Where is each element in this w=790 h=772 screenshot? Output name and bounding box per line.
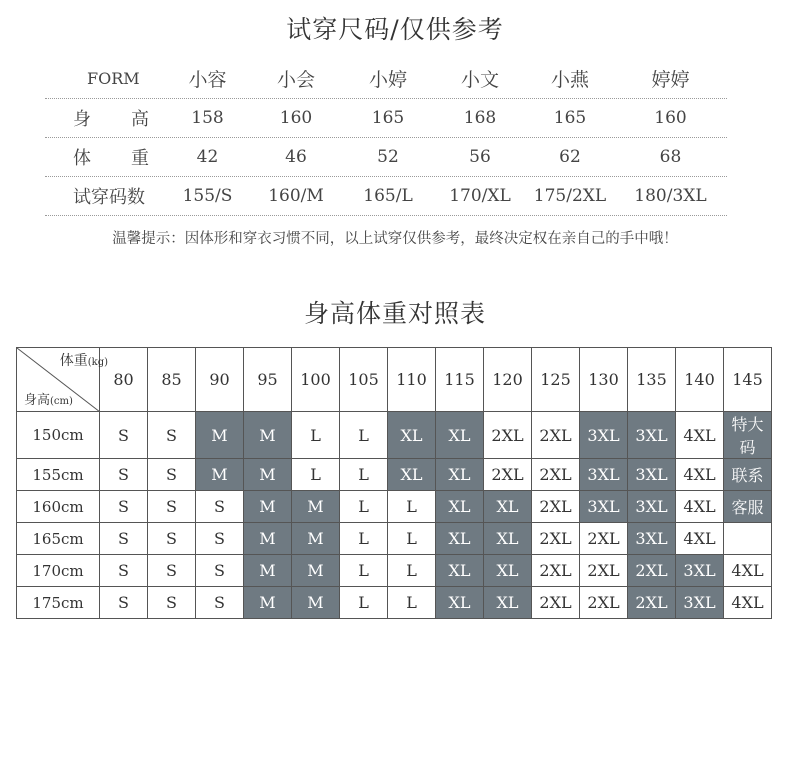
size-cell: 4XL (676, 459, 724, 491)
size-cell: M (292, 587, 340, 619)
size-cell: M (244, 412, 292, 459)
size-cell: 2XL (628, 555, 676, 587)
size-cell: M (196, 459, 244, 491)
weight-header: 105 (340, 348, 388, 412)
size-cell: M (244, 491, 292, 523)
tryon-value: 52 (377, 147, 399, 167)
tryon-value: 165 (553, 108, 587, 128)
corner-cell (17, 348, 108, 412)
size-cell: S (196, 523, 244, 555)
size-cell (724, 523, 772, 555)
size-cell: 4XL (676, 523, 724, 555)
tryon-value: 158 (191, 108, 224, 128)
size-cell: 2XL (532, 555, 580, 587)
row-label-char: 体 (73, 148, 91, 169)
size-cell: 客服 (724, 491, 772, 523)
size-cell: L (292, 412, 340, 459)
height-header: 170cm (17, 555, 100, 587)
size-cell: S (148, 587, 196, 619)
size-cell: 2XL (580, 587, 628, 619)
size-cell: 2XL (484, 459, 532, 491)
height-header: 160cm (17, 491, 100, 523)
tryon-value: 160 (279, 108, 313, 128)
size-cell: 3XL (628, 523, 676, 555)
size-cell: 3XL (628, 491, 676, 523)
size-cell: XL (436, 459, 484, 491)
size-cell: 3XL (628, 459, 676, 491)
size-cell: S (148, 555, 196, 587)
weight-header: 80 (100, 348, 148, 412)
size-cell: XL (484, 491, 532, 523)
size-cell: XL (436, 587, 484, 619)
weight-header: 120 (484, 348, 532, 412)
size-cell: XL (484, 523, 532, 555)
size-cell: S (100, 587, 148, 619)
size-chart-row (17, 587, 772, 619)
size-cell: L (340, 587, 388, 619)
weight-axis-label: 体重(kg) (59, 353, 108, 369)
size-cell: S (148, 491, 196, 523)
size-cell: M (244, 587, 292, 619)
size-cell: S (148, 412, 196, 459)
weight-header: 95 (244, 348, 292, 412)
size-cell: S (196, 587, 244, 619)
size-cell: S (196, 491, 244, 523)
size-cell: M (292, 523, 340, 555)
tryon-value: 170/XL (449, 186, 511, 206)
size-cell: 3XL (676, 555, 724, 587)
size-cell: S (148, 523, 196, 555)
weight-header: 90 (196, 348, 244, 412)
form-label: FORM (87, 68, 140, 88)
size-cell: S (100, 412, 148, 459)
size-cell: L (340, 555, 388, 587)
size-cell: S (100, 491, 148, 523)
size-cell: 4XL (676, 412, 724, 459)
size-cell: S (100, 555, 148, 587)
size-cell: 3XL (628, 412, 676, 459)
size-cell: XL (436, 523, 484, 555)
size-cell: S (196, 555, 244, 587)
size-cell: L (292, 459, 340, 491)
size-chart-row (17, 459, 772, 491)
size-cell: XL (484, 587, 532, 619)
size-cell: L (340, 523, 388, 555)
size-cell: L (388, 555, 436, 587)
model-name: 婷婷 (651, 68, 690, 91)
size-cell: 2XL (532, 523, 580, 555)
weight-header: 115 (436, 348, 484, 412)
tryon-value: 68 (659, 147, 682, 167)
height-header: 150cm (17, 412, 100, 459)
model-name: 小文 (460, 68, 499, 91)
tryon-value: 160 (654, 108, 687, 128)
size-cell: XL (436, 412, 484, 459)
tryon-value: 180/3XL (634, 186, 707, 206)
size-cell: L (388, 491, 436, 523)
tryon-value: 168 (463, 108, 497, 128)
size-cell: 2XL (532, 491, 580, 523)
size-cell: XL (388, 459, 436, 491)
height-axis-label: 身高(cm) (24, 393, 73, 408)
size-cell: M (292, 555, 340, 587)
size-cell: 2XL (628, 587, 676, 619)
height-header: 165cm (17, 523, 100, 555)
model-name: 小容 (188, 68, 227, 91)
size-cell: L (388, 523, 436, 555)
tryon-value: 175/2XL (533, 186, 607, 206)
size-cell: S (148, 459, 196, 491)
weight-header: 100 (292, 348, 340, 412)
size-cell: M (244, 555, 292, 587)
size-chart-header-row (17, 348, 772, 412)
size-cell: L (340, 459, 388, 491)
weight-header: 140 (676, 348, 724, 412)
size-cell: 2XL (532, 587, 580, 619)
size-cell: S (100, 523, 148, 555)
size-chart-title: 身高体重对照表 (303, 299, 486, 328)
tryon-value: 46 (285, 147, 307, 167)
size-cell: 2XL (580, 523, 628, 555)
tryon-value: 165/L (363, 186, 413, 206)
size-cell: 3XL (580, 491, 628, 523)
weight-header: 135 (628, 348, 676, 412)
weight-header: 145 (724, 348, 772, 412)
size-cell: XL (484, 555, 532, 587)
model-name: 小会 (276, 68, 315, 91)
size-cell: 4XL (676, 491, 724, 523)
weight-header: 85 (148, 348, 196, 412)
size-chart-row (17, 491, 772, 523)
size-cell: 2XL (532, 412, 580, 459)
tryon-value: 56 (469, 147, 491, 167)
size-cell: S (100, 459, 148, 491)
size-cell: M (292, 491, 340, 523)
size-cell: 2XL (532, 459, 580, 491)
size-cell: 2XL (580, 555, 628, 587)
size-cell: XL (436, 491, 484, 523)
size-cell: XL (388, 412, 436, 459)
weight-header: 125 (532, 348, 580, 412)
size-cell: 3XL (580, 459, 628, 491)
size-cell: 2XL (484, 412, 532, 459)
weight-header: 110 (388, 348, 436, 412)
size-chart-table (16, 347, 772, 619)
size-cell: M (244, 523, 292, 555)
tryon-row-size (45, 177, 727, 216)
tryon-title: 试穿尺码/仅供参考 (286, 15, 504, 44)
size-cell: XL (436, 555, 484, 587)
height-header: 155cm (17, 459, 100, 491)
weight-header: 130 (580, 348, 628, 412)
size-cell: M (244, 459, 292, 491)
model-name: 小婷 (368, 68, 407, 91)
row-label (45, 105, 165, 131)
row-label (45, 144, 165, 170)
tryon-row-height (45, 99, 727, 138)
row-label-char: 身 (73, 109, 91, 130)
size-cell: M (196, 412, 244, 459)
tryon-header-row (45, 58, 727, 99)
size-chart-row (17, 412, 772, 459)
size-cell: 3XL (580, 412, 628, 459)
size-cell: L (340, 491, 388, 523)
tryon-table (45, 58, 727, 216)
size-chart-row (17, 555, 772, 587)
size-cell: 4XL (724, 587, 772, 619)
tryon-value: 165 (371, 108, 405, 128)
size-cell: 4XL (724, 555, 772, 587)
size-cell: 特大码 (724, 412, 772, 459)
tryon-value: 62 (559, 147, 581, 167)
size-cell: L (388, 587, 436, 619)
tryon-value: 42 (196, 147, 219, 167)
row-label-char: 高 (131, 109, 149, 130)
model-name: 小燕 (550, 68, 589, 91)
tryon-value: 155/S (182, 186, 233, 206)
size-cell: 3XL (676, 587, 724, 619)
tryon-value: 160/M (268, 186, 324, 206)
height-header: 175cm (17, 587, 100, 619)
row-label: 试穿码数 (73, 187, 145, 208)
row-label-char: 重 (131, 148, 149, 169)
fitting-tip: 温馨提示：因体形和穿衣习惯不同，以上试穿仅供参考，最终决定权在亲自己的手中哦！ (112, 231, 678, 247)
size-cell: 联系 (724, 459, 772, 491)
size-chart-row (17, 523, 772, 555)
size-cell: L (340, 412, 388, 459)
tryon-row-weight (45, 138, 727, 177)
